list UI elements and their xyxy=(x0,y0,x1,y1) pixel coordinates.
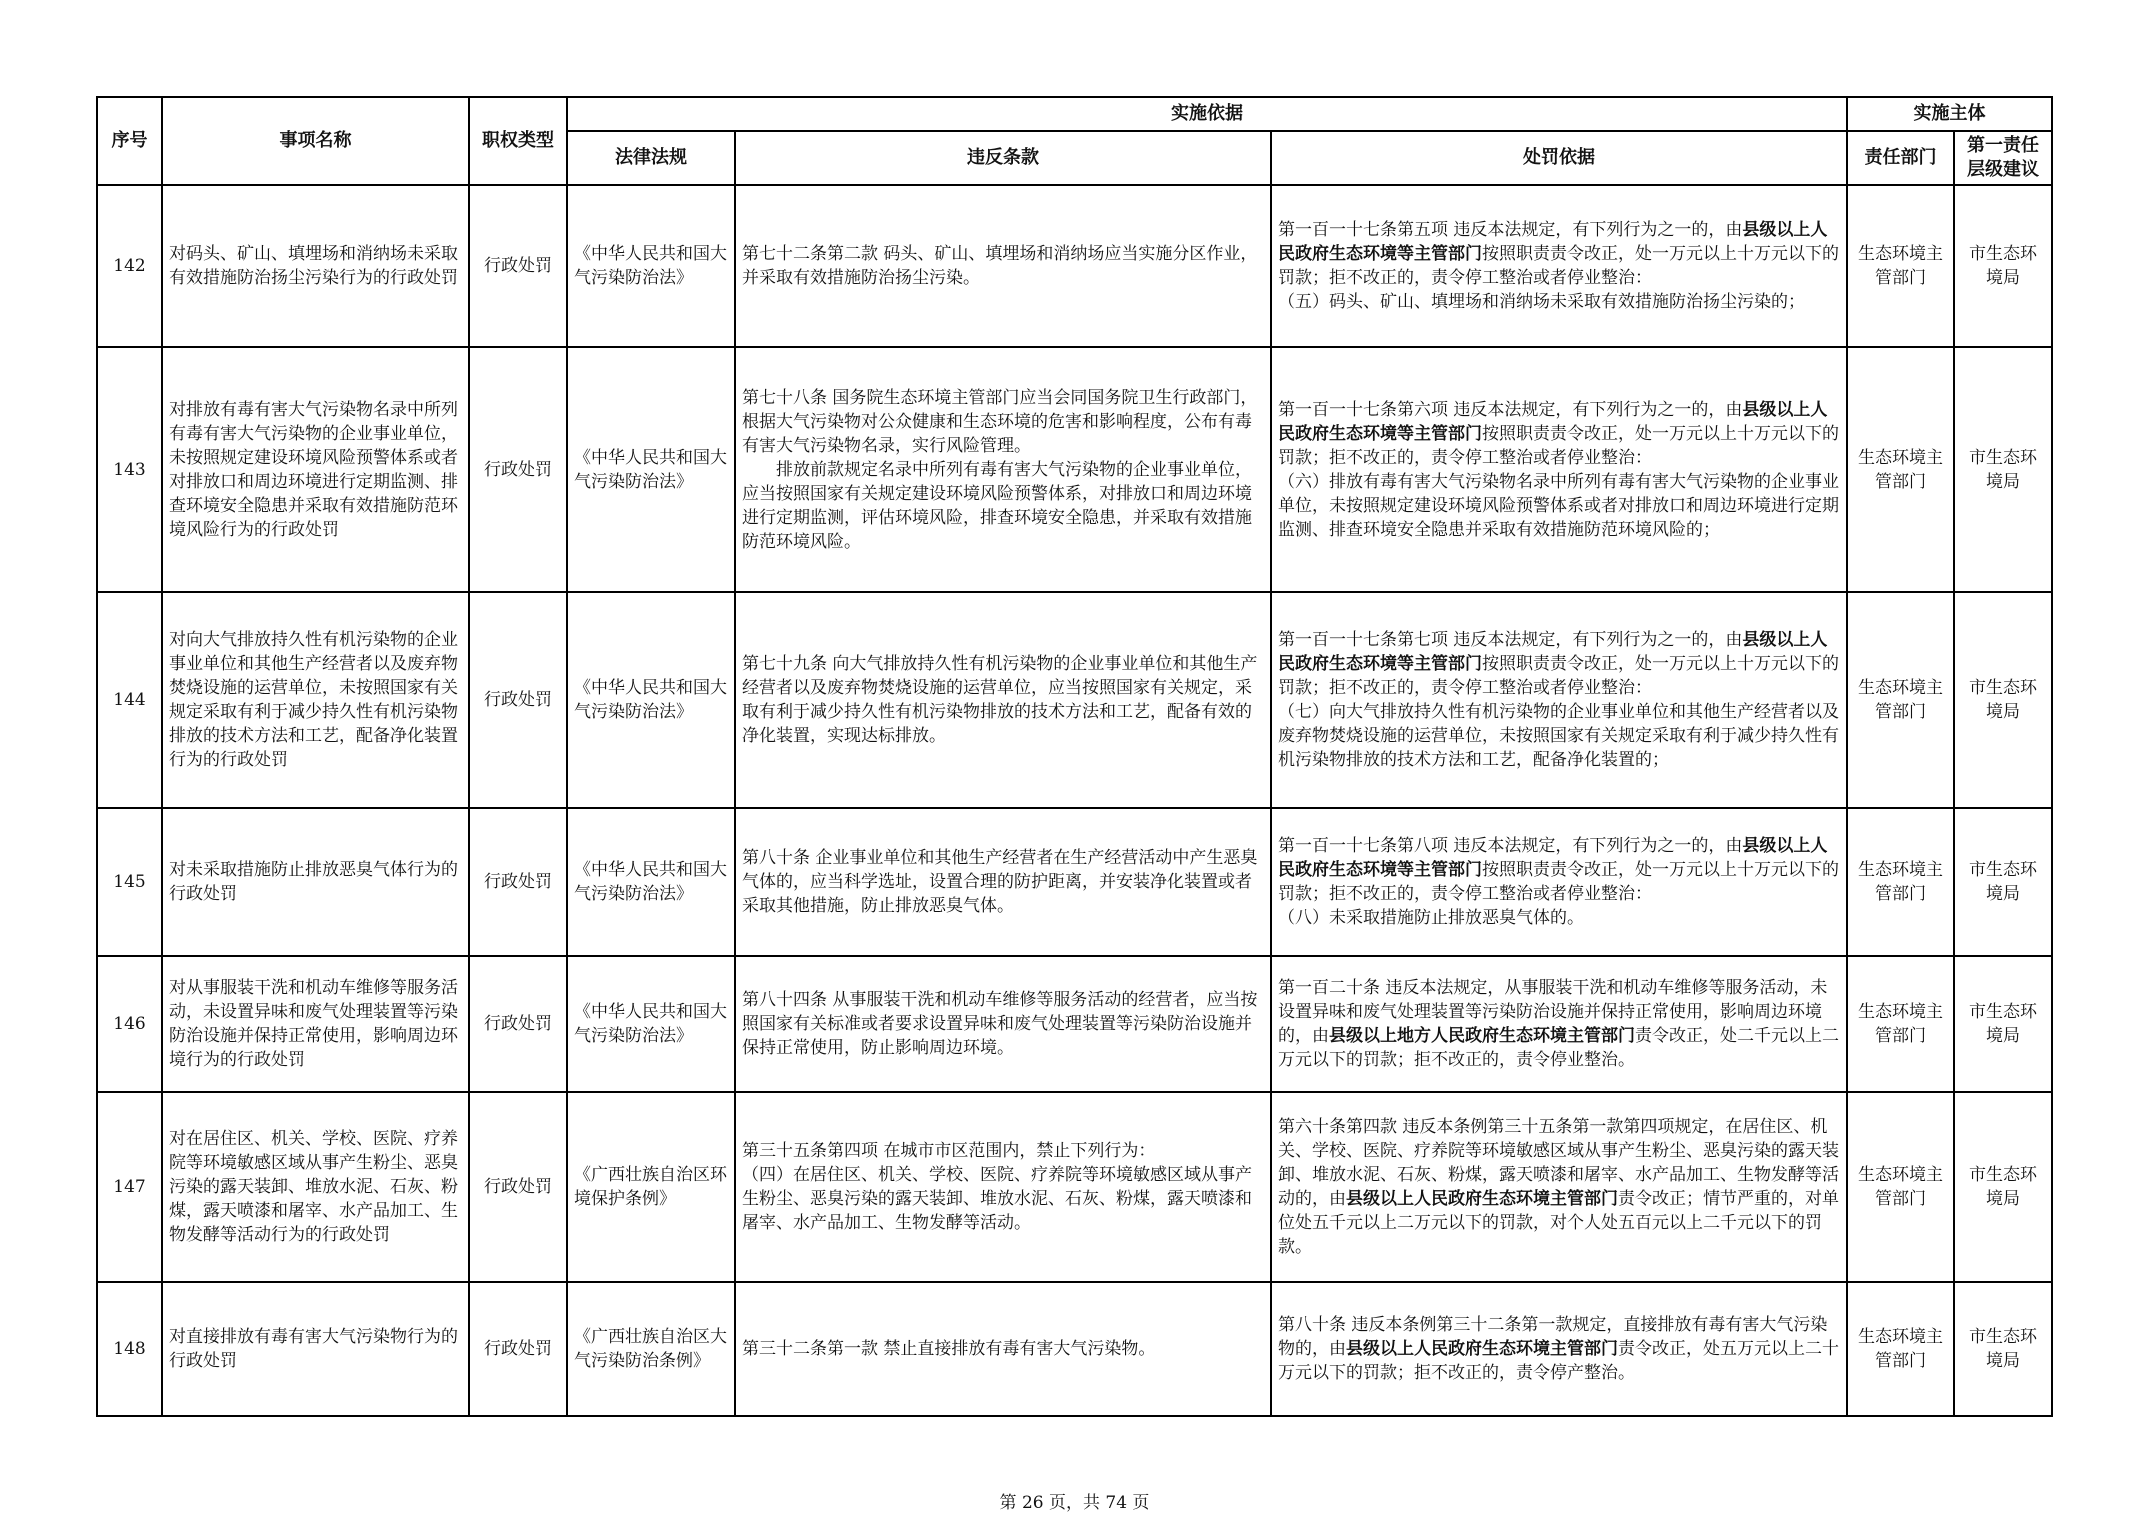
power-type: 行政处罚 xyxy=(469,956,567,1092)
header-level: 第一责任层级建议 xyxy=(1954,131,2052,185)
responsible-dept: 生态环境主管部门 xyxy=(1847,185,1954,347)
responsible-dept: 生态环境主管部门 xyxy=(1847,808,1954,956)
responsible-dept: 生态环境主管部门 xyxy=(1847,347,1954,592)
law-name: 《中华人民共和国大气污染防治法》 xyxy=(567,592,735,808)
law-name: 《中华人民共和国大气污染防治法》 xyxy=(567,808,735,956)
penalty-basis xyxy=(1271,185,1847,347)
first-level: 市生态环境局 xyxy=(1954,592,2052,808)
item-name: 对未采取措施防止排放恶臭气体行为的行政处罚 xyxy=(162,808,469,956)
penalty-basis xyxy=(1271,592,1847,808)
item-name: 对从事服装干洗和机动车维修等服务活动，未设置异味和废气处理装置等污染防治设施并保持正常使用，影响周边环境行为的行政处罚 xyxy=(162,956,469,1092)
penalty-text-rest: 责令改正；情节严重的，对单位处五千元以上二万元以下的罚款，对个人处五百元以上二千元以下的罚款。 xyxy=(1278,1189,1839,1257)
penalty-authority: 县级以上人民政府生态环境等主管部门 xyxy=(1278,220,1828,264)
penalty-authority: 县级以上人民政府生态环境等主管部门 xyxy=(1278,399,1828,444)
power-type: 行政处罚 xyxy=(469,185,567,347)
power-type: 行政处罚 xyxy=(469,808,567,956)
penalty-text-lead: 第八十条 违反本条例第三十二条第一款规定，直接排放有毒有害大气污染物的，由 xyxy=(1278,1315,1828,1359)
law-name: 《广西壮族自治区大气污染防治条例》 xyxy=(567,1282,735,1416)
penalty-text-rest: 按照职责责令改正，处一万元以上十万元以下的罚款；拒不改正的，责令停工整治或者停业整治： （五）码头、矿山、填埋场和消纳场未采取有效措施防治扬尘污染的； xyxy=(1278,244,1839,312)
violation-clause: 第三十五条第四项 在城市市区范围内，禁止下列行为： （四）在居住区、机关、学校、医院、疗养院等环境敏感区域从事产生粉尘、恶臭污染的露天装卸、堆放水泥、石灰、粉煤，露天喷漆和屠宰、水产品加工、生物发酵等活动。 xyxy=(735,1092,1271,1282)
header-item-name: 事项名称 xyxy=(162,97,469,185)
violation-clause: 第三十二条第一款 禁止直接排放有毒有害大气污染物。 xyxy=(735,1282,1271,1416)
first-level: 市生态环境局 xyxy=(1954,808,2052,956)
penalty-basis xyxy=(1271,956,1847,1092)
header-power-type: 职权类型 xyxy=(469,97,567,185)
penalty-authority: 县级以上人民政府生态环境主管部门 xyxy=(1346,1339,1618,1359)
first-level: 市生态环境局 xyxy=(1954,185,2052,347)
penalty-text-lead: 第六十条第四款 违反本条例第三十五条第一款第四项规定，在居住区、机关、学校、医院、疗养院等环境敏感区域从事产生粉尘、恶臭污染的露天装卸、堆放水泥、石灰、粉煤，露天喷漆和屠宰、水产品加工、生物发酵等活动的，由 xyxy=(1278,1117,1839,1209)
header-penalty: 处罚依据 xyxy=(1271,131,1847,185)
penalty-text-lead: 第一百一十七条第八项 违反本法规定，有下列行为之一的，由 xyxy=(1278,836,1743,856)
header-violation: 违反条款 xyxy=(735,131,1271,185)
power-type: 行政处罚 xyxy=(469,592,567,808)
enforcement-table xyxy=(96,96,2053,1417)
item-name: 对在居住区、机关、学校、医院、疗养院等环境敏感区域从事产生粉尘、恶臭污染的露天装卸、堆放水泥、石灰、粉煤，露天喷漆和屠宰、水产品加工、生物发酵等活动行为的行政处罚 xyxy=(162,1092,469,1282)
penalty-text-lead: 第一百一十七条第七项 违反本法规定，有下列行为之一的，由 xyxy=(1278,630,1743,650)
penalty-authority: 县级以上地方人民政府生态环境主管部门 xyxy=(1329,1026,1635,1046)
power-type: 行政处罚 xyxy=(469,1092,567,1282)
row-number: 142 xyxy=(97,185,162,347)
violation-clause: 第七十九条 向大气排放持久性有机污染物的企业事业单位和其他生产经营者以及废弃物焚烧设施的运营单位，应当按照国家有关规定，采取有利于减少持久性有机污染物排放的技术方法和工艺，配备有效的净化装置，实现达标排放。 xyxy=(735,592,1271,808)
penalty-text-rest: 按照职责责令改正，处一万元以上十万元以下的罚款；拒不改正的，责令停工整治或者停业整治： （八）未采取措施防止排放恶臭气体的。 xyxy=(1278,860,1839,928)
penalty-text-lead: 第一百一十七条第五项 违反本法规定，有下列行为之一的，由 xyxy=(1278,220,1743,240)
row-number: 148 xyxy=(97,1282,162,1416)
table-row xyxy=(97,1282,2052,1416)
item-name: 对排放有毒有害大气污染物名录中所列有毒有害大气污染物的企业事业单位，未按照规定建设环境风险预警体系或者对排放口和周边环境进行定期监测、排查环境安全隐患并采取有效措施防范环境风险行为的行政处罚 xyxy=(162,347,469,592)
penalty-basis xyxy=(1271,1092,1847,1282)
law-name: 《中华人民共和国大气污染防治法》 xyxy=(567,956,735,1092)
responsible-dept: 生态环境主管部门 xyxy=(1847,592,1954,808)
first-level: 市生态环境局 xyxy=(1954,1092,2052,1282)
table-row xyxy=(97,1092,2052,1282)
first-level: 市生态环境局 xyxy=(1954,347,2052,592)
penalty-text-lead: 第一百一十七条第六项 违反本法规定，有下列行为之一的，由 xyxy=(1278,399,1743,420)
responsible-dept: 生态环境主管部门 xyxy=(1847,1092,1954,1282)
penalty-text-rest: 按照职责责令改正，处一万元以上十万元以下的罚款；拒不改正的，责令停工整治或者停业整治： （七）向大气排放持久性有机污染物的企业事业单位和其他生产经营者以及废弃物焚烧设施的运营单位，未按照国家有关规定采取有利于减少持久性有机污染物排放的技术方法和工艺，配备净化装置的； xyxy=(1278,654,1839,770)
penalty-basis xyxy=(1271,347,1847,592)
table-row xyxy=(97,592,2052,808)
penalty-authority: 县级以上人民政府生态环境等主管部门 xyxy=(1278,630,1828,674)
responsible-dept: 生态环境主管部门 xyxy=(1847,956,1954,1092)
header-seq: 序号 xyxy=(97,97,162,185)
row-number: 147 xyxy=(97,1092,162,1282)
table-row xyxy=(97,185,2052,347)
penalty-authority: 县级以上人民政府生态环境主管部门 xyxy=(1346,1189,1618,1209)
violation-clause: 第八十条 企业事业单位和其他生产经营者在生产经营活动中产生恶臭气体的，应当科学选址，设置合理的防护距离，并安装净化装置或者采取其他措施，防止排放恶臭气体。 xyxy=(735,808,1271,956)
penalty-text-lead: 第一百二十条 违反本法规定，从事服装干洗和机动车维修等服务活动，未设置异味和废气处理装置等污染防治设施并保持正常使用，影响周边环境的，由 xyxy=(1278,978,1828,1046)
row-number: 146 xyxy=(97,956,162,1092)
penalty-text-rest: 责令改正，处五万元以上二十万元以下的罚款；拒不改正的，责令停产整治。 xyxy=(1278,1339,1839,1383)
header-dept: 责任部门 xyxy=(1847,131,1954,185)
violation-clause: 第七十二条第二款 码头、矿山、填埋场和消纳场应当实施分区作业，并采取有效措施防治扬尘污染。 xyxy=(735,185,1271,347)
item-name: 对直接排放有毒有害大气污染物行为的行政处罚 xyxy=(162,1282,469,1416)
row-number: 143 xyxy=(97,347,162,592)
table-row xyxy=(97,956,2052,1092)
penalty-authority: 县级以上人民政府生态环境等主管部门 xyxy=(1278,836,1828,880)
row-number: 144 xyxy=(97,592,162,808)
power-type: 行政处罚 xyxy=(469,347,567,592)
penalty-text-rest: 按照职责责令改正，处一万元以上十万元以下的罚款；拒不改正的，责令停工整治或者停业整治： （六）排放有毒有害大气污染物名录中所列有毒有害大气污染物的企业事业单位，未按照规定建设环境风险预警体系或者对排放口和周边环境进行定期监测、排查环境安全隐患并采取有效措施防范环境风险的； xyxy=(1278,423,1839,540)
responsible-dept: 生态环境主管部门 xyxy=(1847,1282,1954,1416)
header-basis-group: 实施依据 xyxy=(567,97,1847,131)
penalty-basis xyxy=(1271,808,1847,956)
header-subject-group: 实施主体 xyxy=(1847,97,2052,131)
law-name: 《广西壮族自治区环境保护条例》 xyxy=(567,1092,735,1282)
law-name: 《中华人民共和国大气污染防治法》 xyxy=(567,185,735,347)
first-level: 市生态环境局 xyxy=(1954,956,2052,1092)
item-name: 对码头、矿山、填埋场和消纳场未采取有效措施防治扬尘污染行为的行政处罚 xyxy=(162,185,469,347)
row-number: 145 xyxy=(97,808,162,956)
table-header xyxy=(97,97,2052,185)
first-level: 市生态环境局 xyxy=(1954,1282,2052,1416)
table-row xyxy=(97,808,2052,956)
power-type: 行政处罚 xyxy=(469,1282,567,1416)
violation-clause: 第七十八条 国务院生态环境主管部门应当会同国务院卫生行政部门，根据大气污染物对公众健康和生态环境的危害和影响程度，公布有毒有害大气污染物名录，实行风险管理。 排放前款规定名录中所列有毒有害大气污染物的企业事业单位，应当按照国家有关规定建设环境风险预警体系，对排放口和周边环境进行定期监测，评估环境风险，排查环境安全隐患，并采取有效措施防范环境风险。 xyxy=(735,347,1271,592)
violation-clause: 第八十四条 从事服装干洗和机动车维修等服务活动的经营者，应当按照国家有关标准或者要求设置异味和废气处理装置等污染防治设施并保持正常使用，防止影响周边环境。 xyxy=(735,956,1271,1092)
page-footer: 第 26 页，共 74 页 xyxy=(999,1493,1150,1513)
penalty-text-rest: 责令改正，处二千元以上二万元以下的罚款；拒不改正的，责令停业整治。 xyxy=(1278,1026,1839,1070)
item-name: 对向大气排放持久性有机污染物的企业事业单位和其他生产经营者以及废弃物焚烧设施的运营单位，未按照国家有关规定采取有利于减少持久性有机污染物排放的技术方法和工艺，配备净化装置行为的行政处罚 xyxy=(162,592,469,808)
table-row xyxy=(97,347,2052,592)
law-name: 《中华人民共和国大气污染防治法》 xyxy=(567,347,735,592)
table-body xyxy=(97,185,2052,1416)
header-law: 法律法规 xyxy=(567,131,735,185)
penalty-basis xyxy=(1271,1282,1847,1416)
